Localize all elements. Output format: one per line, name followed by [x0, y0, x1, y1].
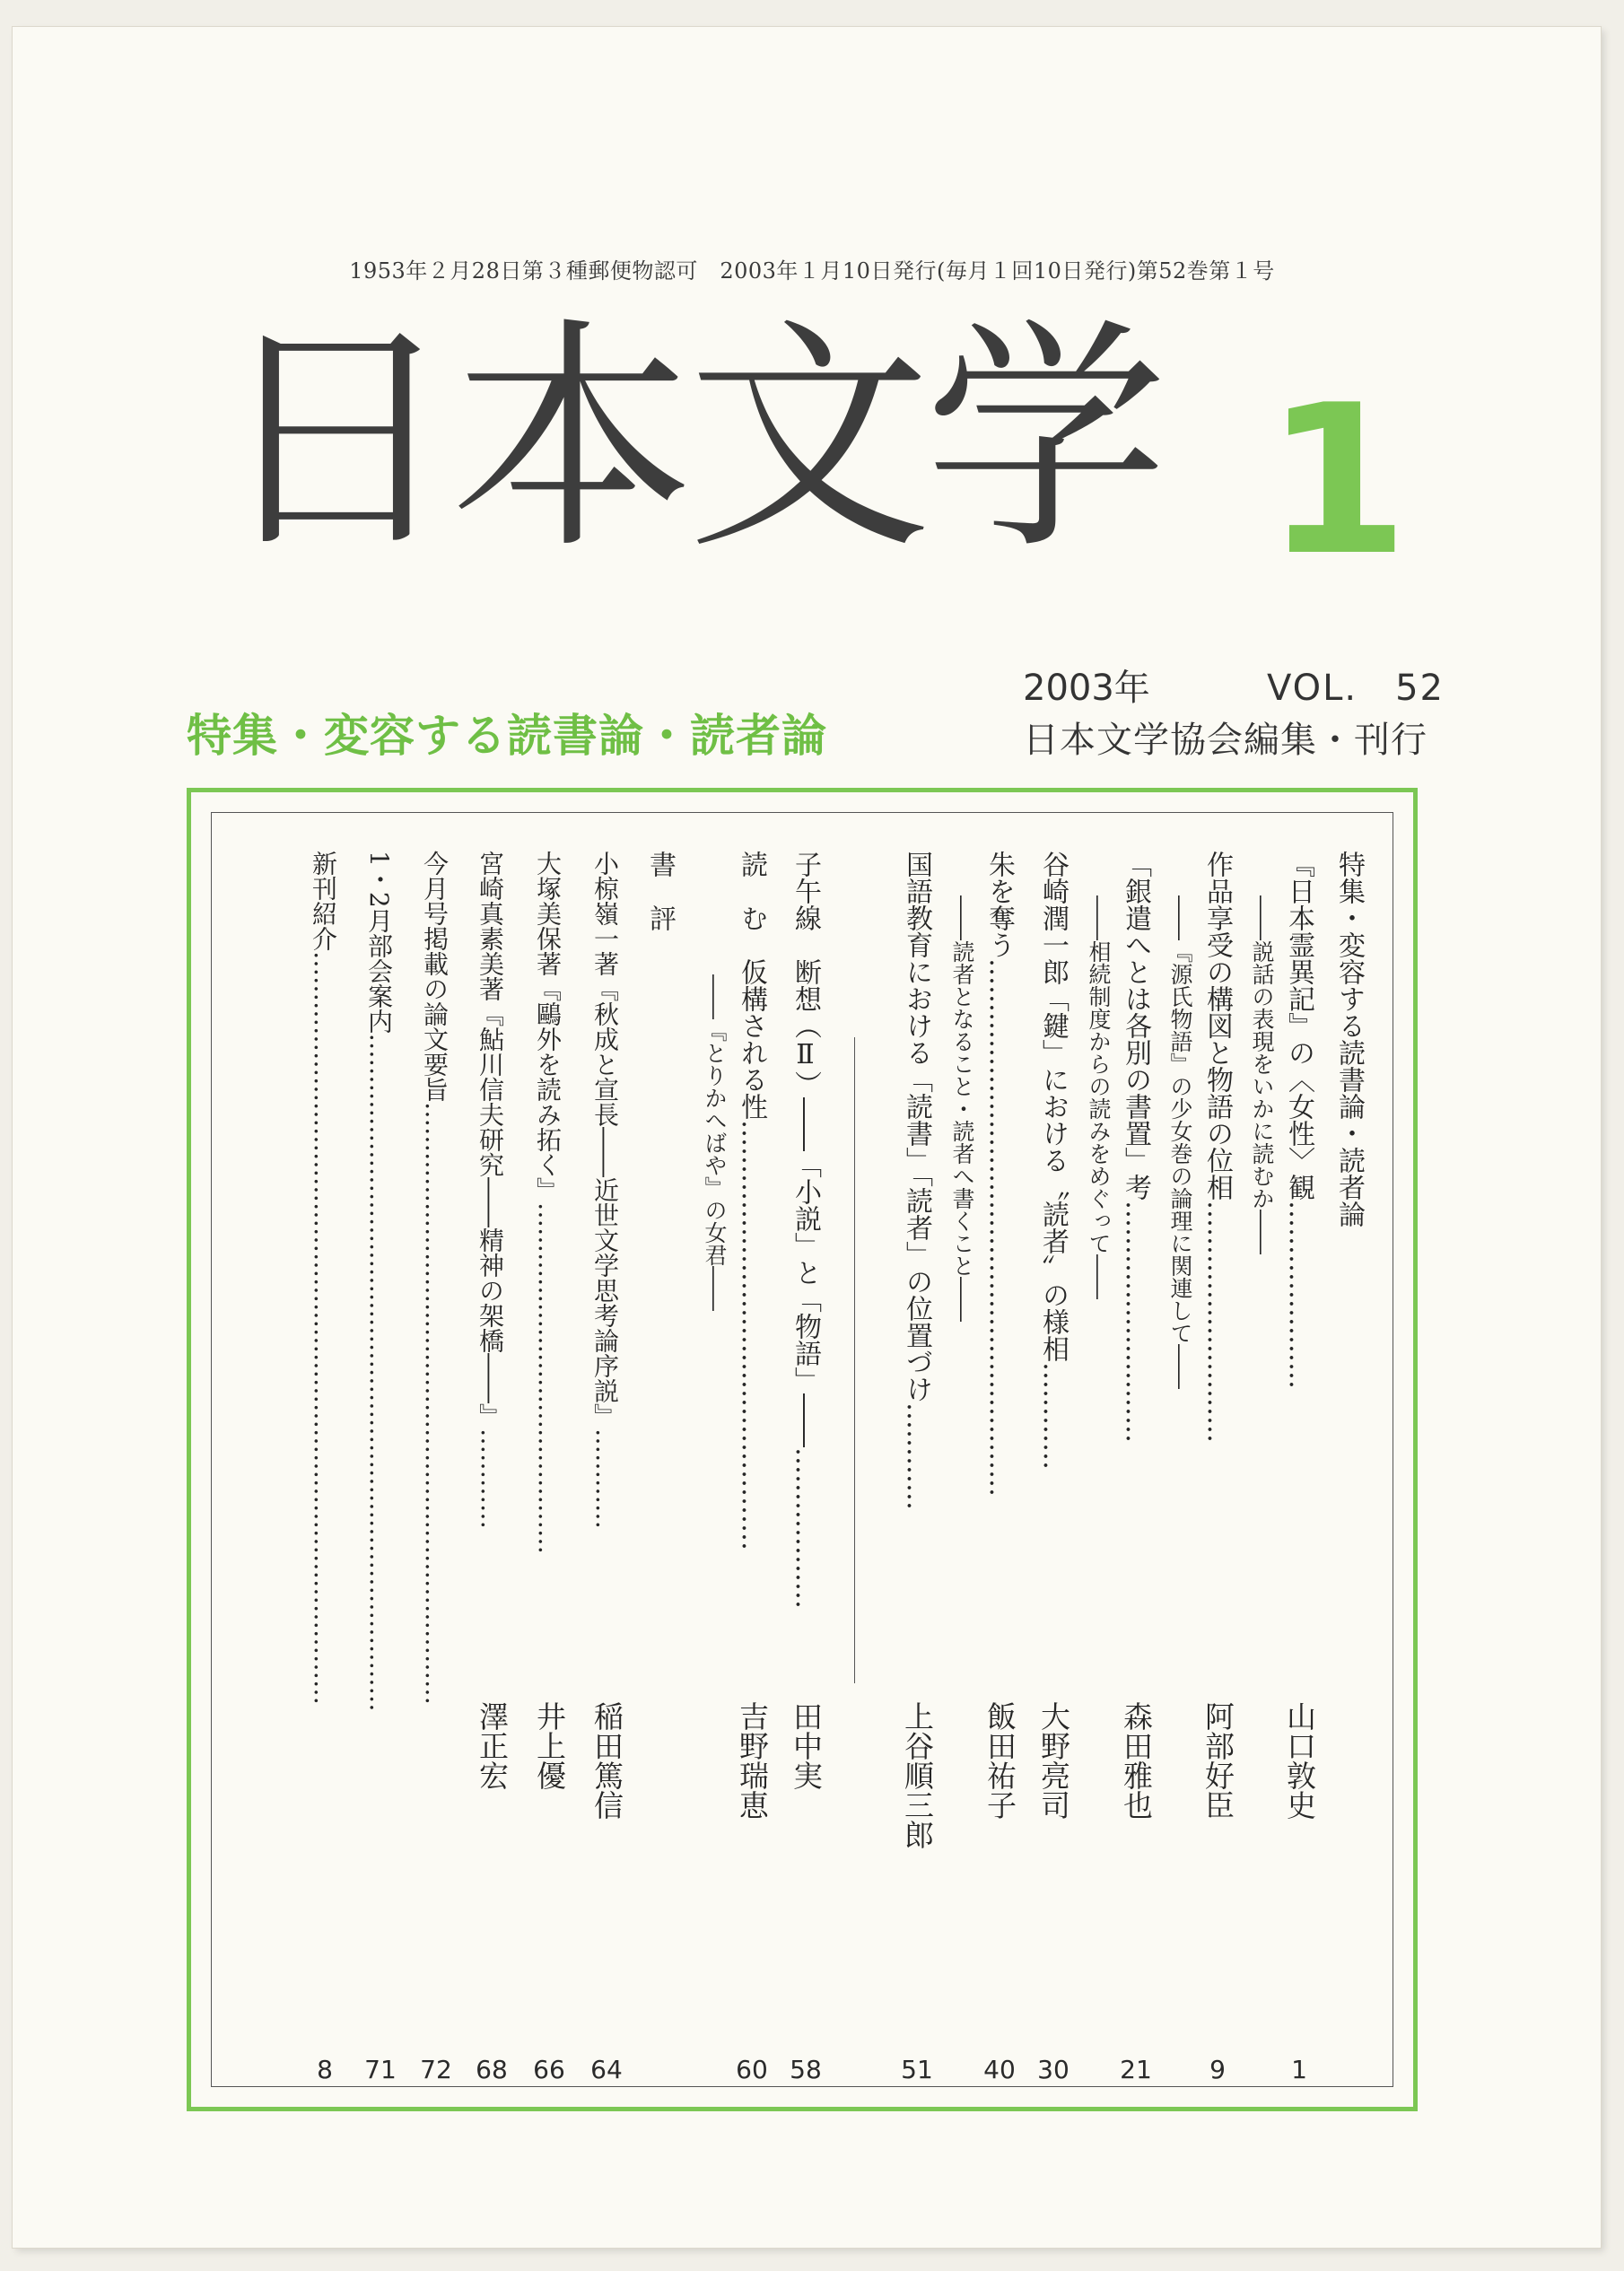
toc-article-page: 60 [736, 2055, 768, 2084]
toc-article-author: 阿部好臣 [1201, 1701, 1235, 1820]
toc-article-author: 大野亮司 [1036, 1701, 1071, 1820]
year: 2003年 [1023, 668, 1150, 709]
toc-article-title: 「銀遣へとは各別の書置」考……………………… [1120, 851, 1151, 1443]
toc-review-title: 大塚美保著『鷗外を読み拓く』…………………………………… [533, 851, 563, 1554]
toc-review-page: 64 [590, 2055, 623, 2084]
volume: VOL. 52 [1266, 668, 1445, 709]
toc-article-title: 作品享受の構図と物語の位相……………………… [1201, 851, 1233, 1443]
toc-article-subtitle: ――説話の表現をいかに読むか―― [1249, 895, 1275, 1254]
toc-article-title: 朱を奪う…………………………………………………… [983, 851, 1015, 1497]
toc-review-author: 井上優 [532, 1701, 567, 1790]
toc-review-author: 稲田篤信 [589, 1701, 624, 1820]
toc-divider [854, 1037, 855, 1683]
toc-article-author: 飯田祐子 [982, 1701, 1017, 1820]
year-volume-line [1023, 659, 1445, 711]
feature-title: 特集・変容する読書論・読者論 [187, 710, 827, 762]
toc-misc-item: 新刊紹介……………………………………………………………………………… [309, 851, 338, 1705]
journal-masthead: 日本文学 [214, 299, 1161, 582]
toc-article-subtitle: ――相続制度からの読みをめぐって―― [1086, 895, 1112, 1299]
toc-article-author: 森田雅也 [1119, 1701, 1154, 1820]
toc-misc-page: 72 [420, 2055, 452, 2084]
issue-number: 1 [1265, 362, 1410, 601]
toc-article-title: 子午線 断想（Ⅱ）――「小説」と「物語」――……………… [790, 851, 821, 1609]
toc-review-page: 68 [476, 2055, 508, 2084]
toc-article-page: 9 [1209, 2055, 1226, 2084]
toc-article-title: 国語教育における「読書」「読者」の位置づけ………… [901, 851, 932, 1510]
toc-article-author: 吉野瑞恵 [735, 1701, 770, 1820]
toc-article-author: 上谷順三郎 [900, 1701, 935, 1849]
table-of-contents [187, 788, 1418, 2111]
toc-article-page: 58 [790, 2055, 822, 2084]
toc-review-heading: 書 評 [644, 851, 676, 931]
toc-article-page: 1 [1291, 2055, 1307, 2084]
toc-article-page: 40 [983, 2055, 1016, 2084]
toc-article-title: 『日本霊異記』の〈女性〉観………………… [1283, 851, 1314, 1389]
toc-feature-heading: 特集・変容する読書論・読者論 [1333, 851, 1365, 1227]
toc-misc-page: 71 [364, 2055, 397, 2084]
toc-misc-page: 8 [317, 2055, 333, 2084]
toc-article-subtitle: ――『とりかへばや』の女君―― [702, 974, 728, 1311]
postal-permit-line: 1953年２月28日第３種郵便物認可 2003年１月10日発行(毎月１回10日発行)第52巻第１号 [349, 258, 1275, 284]
toc-article-author: 山口敦史 [1282, 1701, 1317, 1820]
toc-inner-frame [211, 812, 1393, 2087]
toc-article-subtitle: ――『源氏物語』の少女巻の論理に関連して―― [1167, 895, 1193, 1389]
toc-article-title: 谷崎潤一郎「鍵」における〝読者〟の様相………… [1037, 851, 1069, 1470]
toc-article-page: 21 [1120, 2055, 1152, 2084]
publisher: 日本文学協会編集・刊行 [1023, 720, 1428, 761]
toc-article-page: 51 [901, 2055, 933, 2084]
toc-review-title: 宮崎真素美著『鮎川信夫研究――精神の架橋――』………… [476, 851, 505, 1529]
toc-review-author: 澤正宏 [475, 1701, 510, 1790]
toc-misc-item: 今月号掲載の論文要旨……………………………………………………………… [420, 851, 450, 1705]
toc-article-title: 読 む 仮構される性………………………………………… [736, 851, 767, 1550]
toc-article-page: 30 [1037, 2055, 1070, 2084]
toc-article-author: 田中実 [789, 1701, 824, 1790]
toc-misc-item: 1・2月部会案内……………………………………………………………………… [364, 851, 394, 1712]
toc-article-subtitle: ――読者となること・読者へ書くこと―― [949, 895, 975, 1322]
toc-review-page: 66 [533, 2055, 565, 2084]
toc-review-title: 小椋嶺一著『秋成と宣長――近世文学思考論序説』………… [590, 851, 620, 1529]
